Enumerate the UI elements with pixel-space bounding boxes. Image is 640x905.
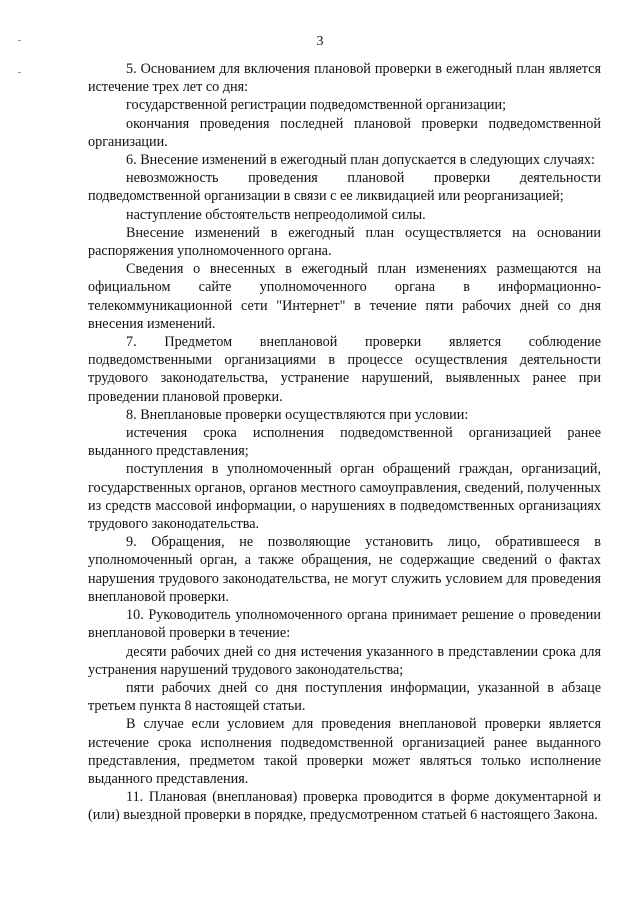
- paragraph-10-note: В случае если условием для проведения внеплановой проверки является истечение срока исполнения подведомственной организацией ранее выданного представления, предметом такой проверки может являться только исполнение выданного представления.: [88, 716, 601, 787]
- paragraph-5: 5. Основанием для включения плановой проверки в ежегодный план является истечение трех лет со дня:: [88, 61, 601, 96]
- paragraph-5-item-1: государственной регистрации подведомственной организации;: [126, 97, 507, 114]
- paragraph-7: 7. Предметом внеплановой проверки является соблюдение подведомственными организациями в процессе осуществления деятельности трудового законодательства, устранение нарушений, выявленных ранее при проведении плановой проверки.: [88, 334, 601, 405]
- document-body: [88, 60, 601, 825]
- paragraph-10-item-1: десяти рабочих дней со дня истечения указанного в представлении срока для устранения нарушений трудового законодательства;: [88, 643, 601, 678]
- paragraph-8: 8. Внеплановые проверки осуществляются при условии:: [126, 406, 469, 423]
- paragraph-10: 10. Руководитель уполномоченного органа принимает решение о проведении внеплановой проверки в течение:: [88, 607, 601, 642]
- page-number: 3: [316, 34, 324, 49]
- paragraph-6-note-1: Внесение изменений в ежегодный план осуществляется на основании распоряжения уполномоченного органа.: [88, 224, 601, 260]
- paragraph-6-item-2: наступление обстоятельств непреодолимой силы.: [126, 206, 426, 223]
- margin-mark: [18, 72, 21, 73]
- paragraph-11: 11. Плановая (внеплановая) проверка проводится в форме документарной и (или) выездной проверки в порядке, предусмотренном статьей 6 настоящего Закона.: [88, 789, 601, 824]
- paragraph-10-item-2: пяти рабочих дней со дня поступления информации, указанной в абзаце третьем пункта 8 настоящей статьи.: [88, 679, 601, 715]
- paragraph-6-item-1: невозможность проведения плановой проверки деятельности подведомственной организации в связи с ее ликвидацией или реорганизацией;: [88, 170, 601, 205]
- paragraph-5-item-2: окончания проведения последней плановой проверки подведомственной организации.: [88, 115, 601, 150]
- paragraph-9: 9. Обращения, не позволяющие установить лицо, обратившееся в уполномоченный орган, а также обращения, не содержащие сведений о фактах нарушения трудового законодательства, не могут служить условием для проведения внеплановой проверки.: [88, 534, 601, 605]
- paragraph-6: 6. Внесение изменений в ежегодный план допускается в следующих случаях:: [126, 152, 595, 169]
- paragraph-8-item-2: поступления в уполномоченный орган обращений граждан, организаций, государственных органов, органов местного самоуправления, сведений, полученных из средств массовой информации, о нарушениях в подведомственных организациях трудового законодательства.: [88, 461, 601, 533]
- paragraph-8-item-1: истечения срока исполнения подведомственной организацией ранее выданного представления;: [88, 425, 601, 460]
- paragraph-6-note-2: Сведения о внесенных в ежегодный план изменениях размещаются на официальном сайте уполномоченного органа в информационно-телекоммуникационной сети "Интернет" в течение пяти рабочих дней со дня внесения изменений.: [88, 261, 601, 332]
